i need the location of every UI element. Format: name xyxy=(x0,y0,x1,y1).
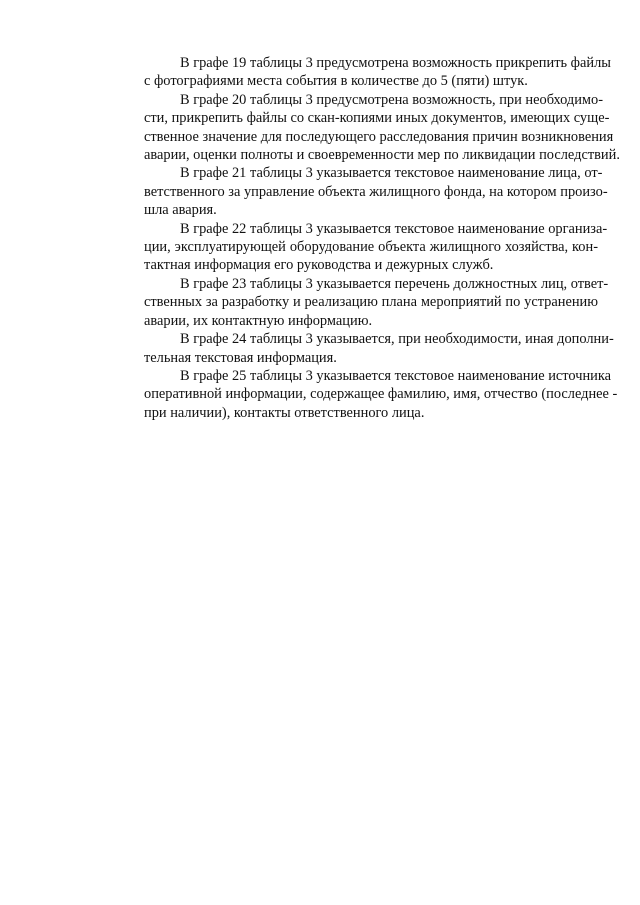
text-line: тельная текстовая информация. xyxy=(144,349,337,366)
text-line: В графе 21 таблицы 3 указывается текстовое наименование лица, от- xyxy=(180,165,603,182)
text-line: ветственного за управление объекта жилищного фонда, на котором произо- xyxy=(144,183,608,200)
text-line: В графе 22 таблицы 3 указывается текстовое наименование организа- xyxy=(180,220,608,237)
paragraph-grafa-20 xyxy=(108,91,620,165)
document-body xyxy=(108,54,620,422)
text-line: ственных за разработку и реализацию плана мероприятий по устранению xyxy=(144,294,598,311)
text-line: В графе 19 таблицы 3 предусмотрена возможность прикрепить файлы xyxy=(180,55,611,71)
paragraph-grafa-24 xyxy=(108,330,614,367)
text-line: шла авария. xyxy=(144,202,217,219)
paragraph-grafa-21 xyxy=(108,164,608,219)
text-line: В графе 24 таблицы 3 указывается, при необходимости, иная дополни- xyxy=(180,331,614,348)
text-line: с фотографиями места события в количестве до 5 (пяти) штук. xyxy=(144,73,528,90)
paragraph-grafa-19 xyxy=(108,54,611,91)
text-line: аварии, их контактную информацию. xyxy=(144,312,373,329)
text-line: тактная информация его руководства и дежурных служб. xyxy=(144,257,494,274)
text-line: аварии, оценки полноты и своевременности мер по ликвидации последствий. xyxy=(144,147,620,164)
paragraph-grafa-23 xyxy=(108,275,609,330)
text-line: ственное значение для последующего расследования причин возникновения xyxy=(144,128,614,145)
text-line: при наличии), контакты ответственного лица. xyxy=(144,404,425,421)
text-line: оперативной информации, содержащее фамилию, имя, отчество (последнее - xyxy=(144,386,618,403)
text-line: В графе 25 таблицы 3 указывается текстовое наименование источника xyxy=(180,367,612,384)
text-line: сти, прикрепить файлы со скан-копиями иных документов, имеющих суще- xyxy=(144,110,610,127)
text-line: ции, эксплуатирующей оборудование объекта жилищного хозяйства, кон- xyxy=(144,239,598,256)
text-line: В графе 20 таблицы 3 предусмотрена возможность, при необходимо- xyxy=(180,91,604,108)
paragraph-grafa-22 xyxy=(108,220,608,275)
paragraph-grafa-25 xyxy=(108,367,618,422)
text-line: В графе 23 таблицы 3 указывается перечень должностных лиц, ответ- xyxy=(180,275,609,292)
